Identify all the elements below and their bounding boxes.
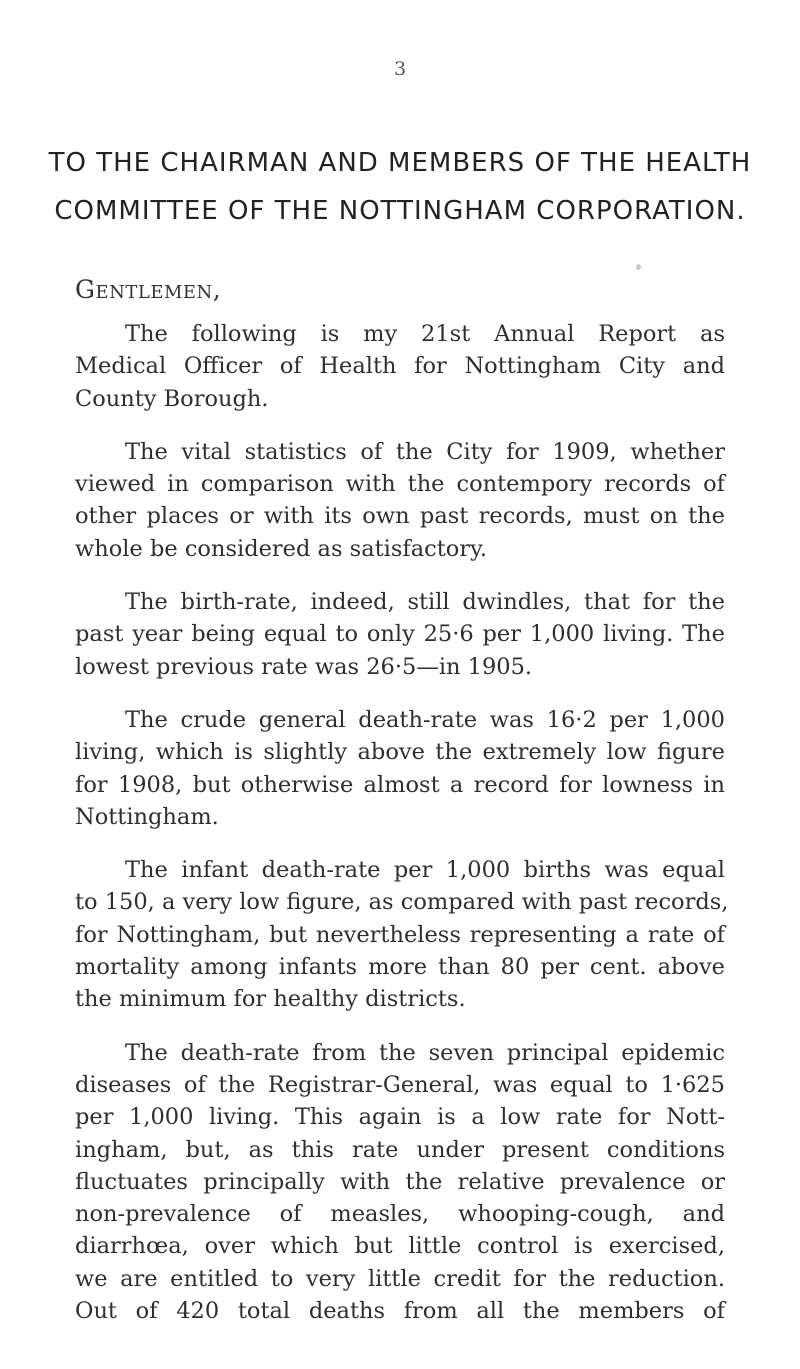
- text-line: living, which is slightly above the extremely low figure: [75, 739, 725, 766]
- paragraph-infant-death-rate: [75, 854, 729, 1015]
- text-line: we are entitled to very little credit for the reduction.: [75, 1265, 725, 1292]
- report-body: [75, 318, 729, 1348]
- text-line: The death-rate from the seven principal epidemic: [125, 1039, 725, 1066]
- paragraph-epidemic-diseases: [75, 1037, 725, 1328]
- text-line: fluctuates principally with the relative prevalence or: [75, 1168, 725, 1195]
- text-line: County Borough.: [75, 385, 269, 412]
- text-line: The vital statistics of the City for 1909, whether: [125, 438, 725, 465]
- address-heading-line-2: COMMITTEE OF THE NOTTINGHAM CORPORATION.: [54, 196, 746, 226]
- salutation: Gentlemen,: [75, 275, 222, 304]
- text-line: Medical Officer of Health for Nottingham City and: [75, 353, 725, 380]
- text-line: diseases of the Registrar-General, was equal to 1·625: [75, 1071, 725, 1098]
- text-line: viewed in comparison with the contempory records of: [75, 471, 725, 498]
- text-line: per 1,000 living. This again is a low rate for Nott-: [75, 1104, 725, 1131]
- text-line: The birth-rate, indeed, still dwindles, that for the: [125, 589, 725, 616]
- text-line: ingham, but, as this rate under present conditions: [75, 1136, 725, 1163]
- text-line: mortality among infants more than 80 per cent. above: [75, 954, 725, 981]
- page-number: 3: [393, 58, 407, 80]
- text-line: diarrhœa, over which but little control is exercised,: [75, 1233, 725, 1260]
- paragraph-annual-report: [75, 318, 725, 415]
- paragraph-birth-rate: [75, 586, 725, 683]
- address-heading-line-1: TO THE CHAIRMAN AND MEMBERS OF THE HEALTH: [48, 148, 752, 178]
- paragraph-vital-statistics: [75, 436, 725, 565]
- text-line: The crude general death-rate was 16·2 per 1,000: [125, 706, 725, 733]
- text-line: whole be considered as satisfactory.: [75, 535, 487, 562]
- text-line: The infant death-rate per 1,000 births was equal: [125, 857, 725, 884]
- text-line: Out of 420 total deaths from all the members of: [75, 1298, 725, 1325]
- paragraph-death-rate: [75, 704, 725, 833]
- text-line: to 150, a very low figure, as compared with past records,: [75, 889, 729, 916]
- text-line: non-prevalence of measles, whooping-cough, and: [75, 1201, 725, 1228]
- text-line: for Nottingham, but nevertheless representing a rate of: [75, 921, 725, 948]
- text-line: other places or with its own past records, must on the: [75, 503, 725, 530]
- text-line: past year being equal to only 25·6 per 1,000 living. The: [75, 621, 725, 648]
- text-line: The following is my 21st Annual Report as: [125, 321, 725, 347]
- text-line: lowest previous rate was 26·5—in 1905.: [75, 653, 533, 680]
- ink-speck: [636, 264, 641, 270]
- text-line: Nottingham.: [75, 803, 219, 830]
- text-line: the minimum for healthy districts.: [75, 986, 466, 1013]
- text-line: for 1908, but otherwise almost a record for lowness in: [75, 771, 725, 798]
